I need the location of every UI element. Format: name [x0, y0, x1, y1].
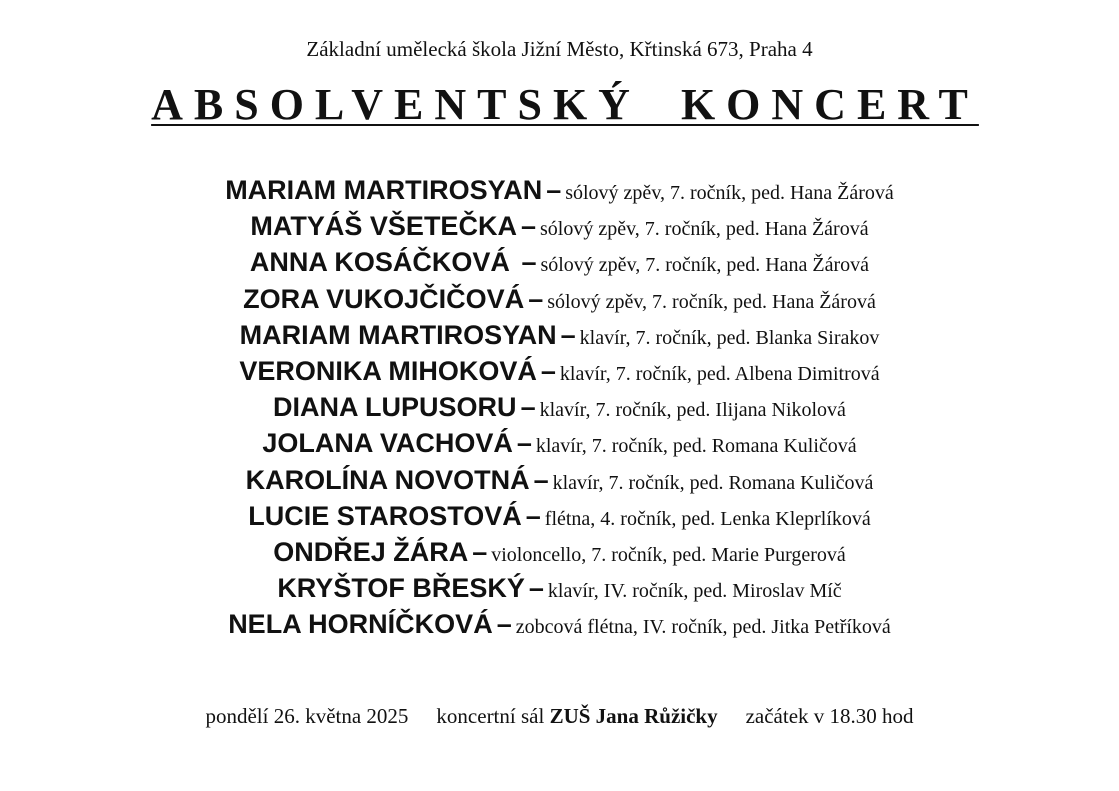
performer-name: VERONIKA MIHOKOVÁ	[239, 355, 537, 386]
performer-dash: –	[533, 464, 549, 495]
performer-dash: –	[520, 211, 536, 242]
performer-detail: zobcová flétna, IV. ročník, ped. Jitka Petříková	[515, 616, 891, 639]
performer-dash: –	[516, 428, 532, 459]
performer-name: DIANA LUPUSORU	[273, 392, 517, 423]
performer-row	[0, 172, 1119, 208]
performer-row	[0, 534, 1119, 570]
performer-name: LUCIE STAROSTOVÁ	[248, 500, 522, 531]
performer-detail: sólový zpěv, 7. ročník, ped. Hana Žárová	[539, 218, 869, 241]
performer-row	[0, 498, 1119, 534]
performer-list	[0, 172, 1119, 642]
performer-dash: –	[528, 573, 544, 604]
performer-row	[0, 570, 1119, 606]
performer-name: ONDŘEJ ŽÁRA	[273, 536, 469, 567]
performer-dash: –	[521, 247, 537, 278]
performer-name: KAROLÍNA NOVOTNÁ	[245, 464, 530, 495]
performer-row	[0, 208, 1119, 244]
event-date: pondělí 26. května 2025	[205, 704, 409, 728]
performer-detail: klavír, 7. ročník, ped. Blanka Sirakov	[579, 326, 880, 349]
performer-dash: –	[528, 283, 544, 314]
performer-detail: klavír, 7. ročník, ped. Albena Dimitrová	[559, 362, 880, 385]
performer-detail: violoncello, 7. ročník, ped. Marie Purgerová	[491, 543, 846, 566]
performer-name: JOLANA VACHOVÁ	[262, 428, 513, 459]
performer-dash: –	[525, 500, 541, 531]
performer-row	[0, 606, 1119, 642]
performer-dash: –	[560, 319, 576, 350]
performer-name: MARIAM MARTIROSYAN	[225, 175, 543, 205]
performer-dash: –	[520, 392, 536, 423]
performer-row	[0, 353, 1119, 389]
concert-title	[0, 80, 1119, 130]
performer-row	[0, 317, 1119, 353]
performer-dash: –	[540, 355, 556, 386]
venue-name: ZUŠ Jana Růžičky	[549, 704, 718, 728]
performer-detail: klavír, 7. ročník, ped. Ilijana Nikolová	[539, 399, 846, 422]
performer-row	[0, 244, 1119, 280]
performer-row	[0, 462, 1119, 498]
performer-detail: sólový zpěv, 7. ročník, ped. Hana Žárová	[547, 290, 876, 313]
event-footer	[0, 703, 1119, 729]
performer-detail: klavír, IV. ročník, ped. Miroslav Míč	[547, 580, 842, 603]
start-time: začátek v 18.30 hod	[745, 704, 914, 728]
performer-row	[0, 389, 1119, 425]
venue-prefix: koncertní sál	[436, 704, 545, 728]
performer-name: ZORA VUKOJČIČOVÁ	[243, 283, 525, 314]
performer-row	[0, 425, 1119, 461]
concert-title-text: ABSOLVENTSKÝ KONCERT	[151, 80, 979, 129]
performer-dash: –	[472, 536, 488, 567]
performer-detail: flétna, 4. ročník, ped. Lenka Kleprlíková	[544, 507, 871, 530]
performer-detail: sólový zpěv, 7. ročník, ped. Hana Žárová	[565, 182, 894, 204]
school-header: Základní umělecká škola Jižní Město, Křtinská 673, Praha 4	[306, 37, 813, 61]
performer-row	[0, 281, 1119, 317]
performer-name: MATYÁŠ VŠETEČKA	[250, 211, 517, 242]
performer-name: ANNA KOSÁČKOVÁ	[249, 247, 518, 278]
performer-dash: –	[496, 609, 512, 640]
performer-name: MARIAM MARTIROSYAN	[239, 319, 557, 350]
performer-dash: –	[546, 175, 562, 205]
performer-detail: klavír, 7. ročník, ped. Romana Kuličová	[535, 435, 857, 458]
performer-name: NELA HORNÍČKOVÁ	[228, 609, 493, 640]
performer-detail: sólový zpěv, 7. ročník, ped. Hana Žárová	[540, 254, 870, 277]
performer-name: KRYŠTOF BŘESKÝ	[277, 573, 525, 604]
performer-detail: klavír, 7. ročník, ped. Romana Kuličová	[552, 471, 874, 494]
